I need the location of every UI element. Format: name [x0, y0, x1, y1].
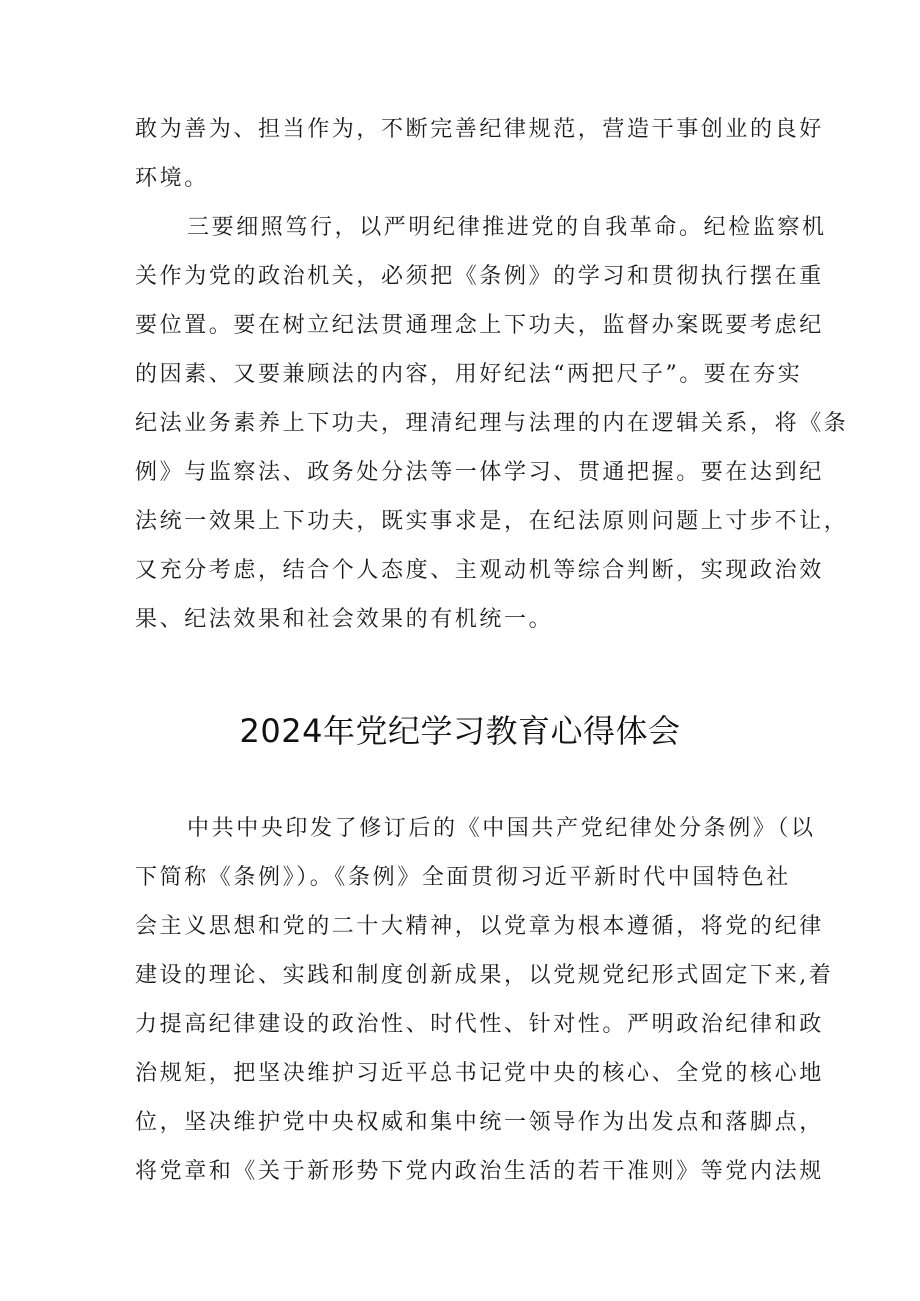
paragraph-line: 果、纪法效果和社会效果的有机统一。: [135, 607, 554, 632]
document-title: 2024年党纪学习教育心得体会: [239, 712, 681, 750]
paragraph-line: 中共中央印发了修订后的《中国共产党纪律处分条例》（以: [187, 816, 816, 841]
paragraph-line: 三要细照笃行，以严明纪律推进党的自我革命。纪检监察机: [187, 215, 827, 240]
paragraph-line: 建设的理论、实践和制度创新成果，以党规党纪形式固定下来,着: [135, 963, 834, 988]
paragraph-line: 将党章和《关于新形势下党内政治生活的若干准则》等党内法规: [135, 1159, 824, 1184]
paragraph-line: 关作为党的政治机关，必须把《条例》的学习和贯彻执行摆在重: [135, 264, 824, 289]
continuation-paragraph: [135, 105, 824, 203]
paragraph-line: 要位置。要在树立纪法贯通理念上下功夫，监督办案既要考虑纪: [135, 313, 824, 338]
paragraph-line: 的因素、又要兼顾法的内容，用好纪法“两把尺子”。要在夯实: [135, 362, 803, 387]
intro-paragraph: [135, 804, 834, 1196]
paragraph-line: 法统一效果上下功夫，既实事求是，在纪法原则问题上寸步不让，: [135, 509, 849, 534]
paragraph-line: 下简称《条例》）。《条例》全面贯彻习近平新时代中国特色社: [135, 865, 791, 890]
paragraph-three: [135, 203, 849, 644]
paragraph-line: 会主义思想和党的二十大精神，以党章为根本遵循，将党的纪律: [135, 914, 824, 939]
paragraph-line: 力提高纪律建设的政治性、时代性、针对性。严明政治纪律和政: [135, 1012, 824, 1037]
paragraph-line: 又充分考虑，结合个人态度、主观动机等综合判断，实现政治效: [135, 558, 824, 583]
paragraph-line: 敢为善为、担当作为，不断完善纪律规范，营造干事创业的良好: [135, 117, 824, 142]
paragraph-line: 纪法业务素养上下功夫，理清纪理与法理的内在逻辑关系，将《条: [135, 411, 849, 436]
paragraph-line: 位，坚决维护党中央权威和集中统一领导作为出发点和落脚点，: [135, 1110, 824, 1135]
paragraph-line: 治规矩，把坚决维护习近平总书记党中央的核心、全党的核心地: [135, 1061, 824, 1086]
paragraph-line: 例》与监察法、政务处分法等一体学习、贯通把握。要在达到纪: [135, 460, 824, 485]
paragraph-line: 环境。: [135, 166, 209, 191]
